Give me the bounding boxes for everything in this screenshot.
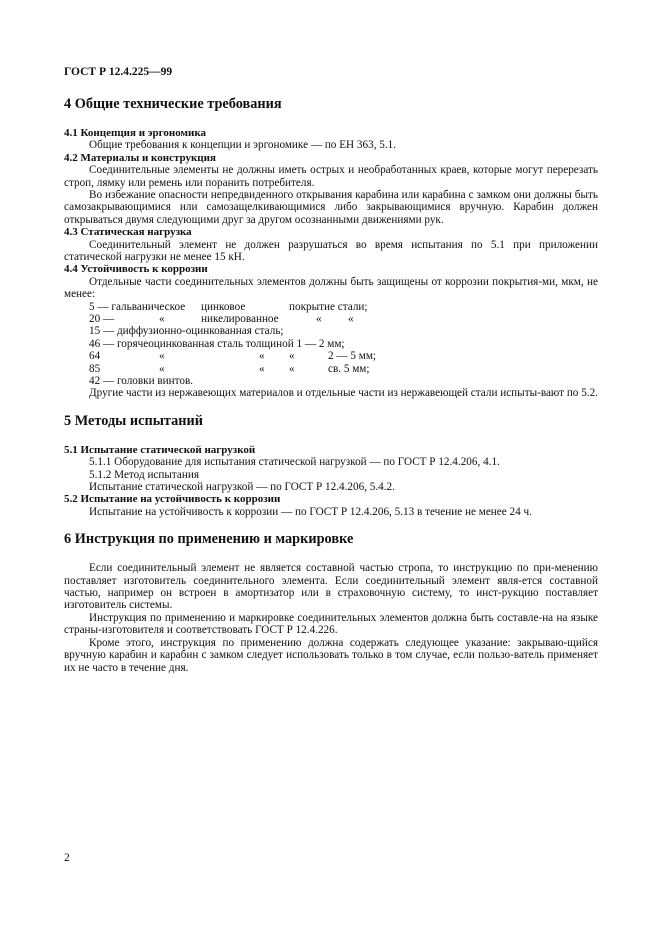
coating-row-1-a: 5 — гальваническое (89, 300, 186, 313)
coating-row-1 (64, 301, 598, 313)
section-6-paragraph-2: Инструкция по применению и маркировке соединительных элементов должна быть составле-на на языке страны-изготовителя и соответствовать ГОСТ Р 12.4.226. (64, 611, 598, 637)
section-4-1-text: Общие требования к концепции и эргономике — по ЕН 363, 5.1. (89, 139, 397, 152)
section-5-heading: 5 Методы испытаний (64, 412, 203, 429)
coating-row-5 (64, 350, 598, 362)
coating-row-5-e: 2 — 5 мм; (328, 350, 377, 363)
section-5-2-text: Испытание на устойчивость к коррозии — по ГОСТ Р 12.4.206, 5.13 в течение не менее 24 ч. (89, 505, 532, 518)
coating-row-4 (64, 338, 598, 350)
page-number: 2 (64, 852, 70, 864)
coating-row-5-b: « (159, 350, 165, 363)
section-5-1-2-text: 5.1.2 Метод испытания (89, 468, 200, 481)
coating-row-2-a: 20 — (89, 313, 115, 326)
coating-row-5-c: « (259, 350, 265, 363)
section-6-heading: 6 Инструкция по применению и маркировке (64, 531, 354, 548)
section-4-4-intro: Отдельные части соединительных элементов должны быть защищены от коррозии покрытия-ми, мкм, не менее: (64, 275, 598, 301)
section-4-3-heading: 4.3 Статическая нагрузка (64, 226, 192, 239)
section-4-heading: 4 Общие технические требования (64, 96, 282, 112)
coating-row-6-a: 85 (89, 362, 101, 375)
section-4-4-heading: 4.4 Устойчивость к коррозии (64, 263, 208, 276)
coating-row-1-b: цинковое (201, 300, 246, 313)
section-5-1-heading: 5.1 Испытание статической нагрузкой (64, 443, 256, 456)
section-4-2-paragraph-2: Во избежание опасности непредвиденного открывания карабина или карабина с замком они должны быть самозакрывающимися или самозащелкивающимися либо закрывающимися вручную. Карабин должен открываться двумя следующими друг за другом осознанными движениями рук. (64, 189, 598, 226)
coating-row-5-d: « (289, 350, 295, 363)
section-4-3-text: Соединительный элемент не должен разрушаться во время испытания по 5.1 при приложении статической нагрузки не менее 15 кН. (64, 238, 598, 264)
section-4-4-outro: Другие части из нержавеющих материалов и отдельные части из нержавеющей стали испыты-вают по 5.2. (89, 387, 598, 400)
coating-row-6-e: св. 5 мм; (328, 362, 370, 375)
coating-row-3-text: 15 — диффузионно-оцинкованная сталь; (89, 325, 284, 338)
section-4-1-heading: 4.1 Концепция и эргономика (64, 127, 207, 139)
document-code: ГОСТ Р 12.4.225—99 (64, 66, 173, 78)
coating-row-2-d: « (316, 313, 322, 326)
coating-row-4-text: 46 — горячеоцинкованная сталь толщиной 1 — 2 мм; (89, 337, 345, 350)
coating-row-2-c: никелированное (201, 313, 279, 326)
section-6-paragraph-1: Если соединительный элемент не является составной частью стропа, то инструкцию по при-менению поставляет изготовитель соединительного элемента. Если соединительный элемент явля-ется составной частью, например он встроен в амортизатор или в страховочную систему, то инст-рукцию поставляет изготовитель системы. (64, 562, 598, 612)
coating-row-5-a: 64 (89, 350, 101, 363)
coating-row-7-text: 42 — головки винтов. (89, 375, 194, 388)
coating-row-6 (64, 363, 598, 375)
coating-row-3 (64, 325, 598, 337)
coating-row-7 (64, 375, 598, 387)
coating-row-2 (64, 313, 598, 325)
coating-row-6-d: « (289, 362, 295, 375)
section-5-1-1-text: 5.1.1 Оборудование для испытания статической нагрузкой — по ГОСТ Р 12.4.206, 4.1. (89, 456, 500, 469)
section-5-1-2-method: Испытание статической нагрузкой — по ГОСТ Р 12.4.206, 5.4.2. (89, 481, 395, 494)
coating-row-6-c: « (259, 362, 265, 375)
section-4-2-paragraph-1: Соединительные элементы не должны иметь острых и необработанных краев, которые могут перерезать строп, лямку или ремень или поранить потребителя. (64, 164, 598, 189)
section-5-2-heading: 5.2 Испытание на устойчивость к коррозии (64, 493, 281, 506)
document-body (64, 96, 598, 674)
section-4-2-heading: 4.2 Материалы и конструкция (64, 151, 216, 164)
coating-row-1-c: покрытие стали; (289, 300, 368, 313)
coating-row-2-b: « (159, 313, 165, 326)
coating-row-2-e: « (348, 313, 354, 326)
coating-row-6-b: « (159, 362, 165, 375)
section-6-paragraph-3: Кроме этого, инструкция по применению должна содержать следующее указание: закрываю-щийся вручную карабин и карабин с замком следует использовать только в том случае, если пользо-ватель применяет их не часто в течение дня. (64, 636, 598, 674)
